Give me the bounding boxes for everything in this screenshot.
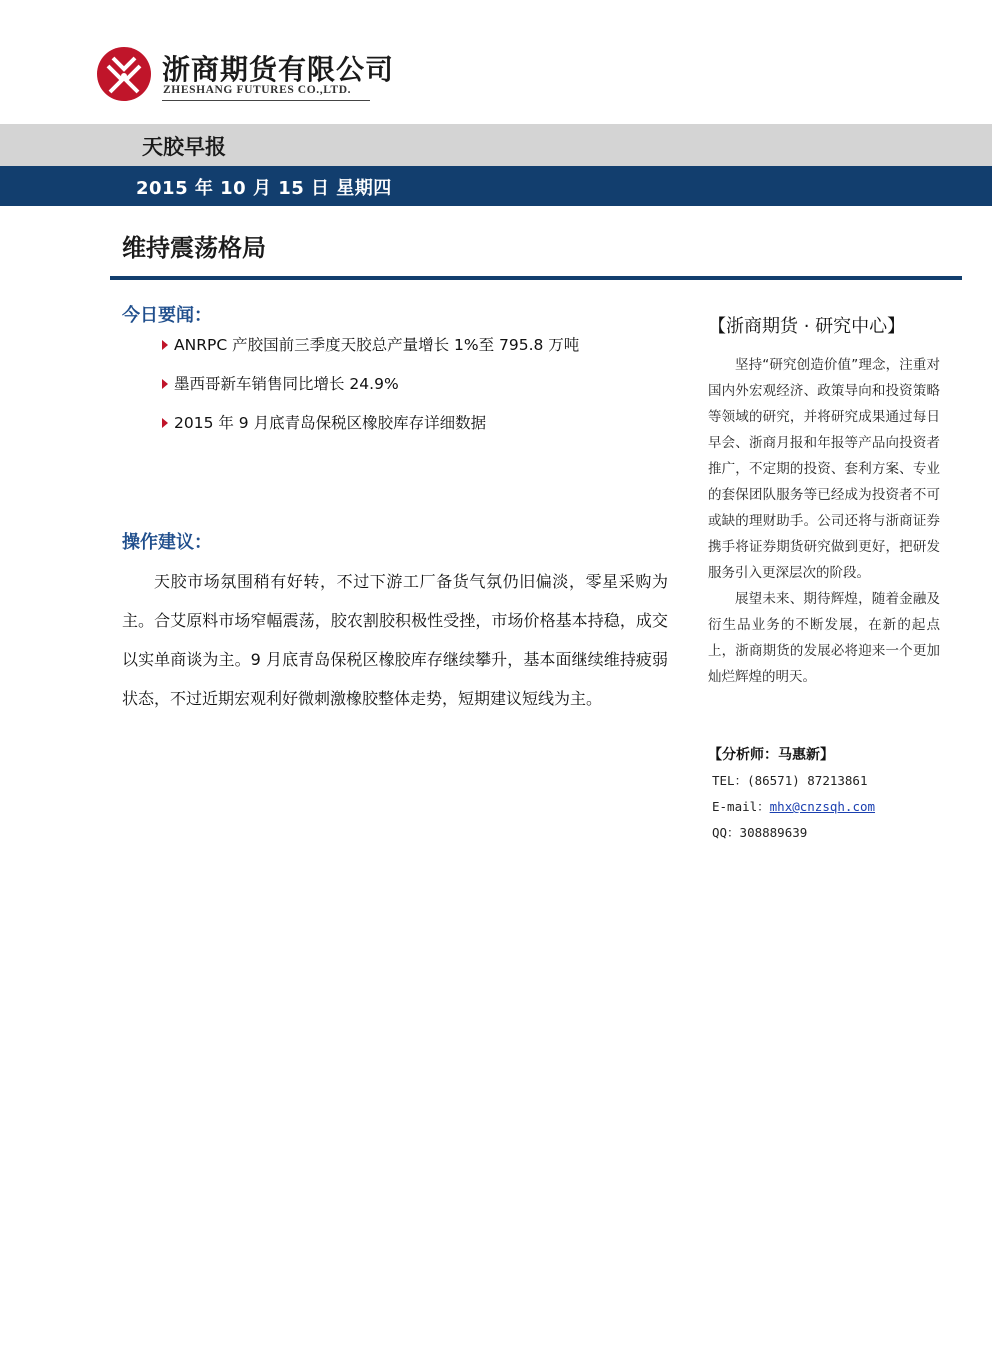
page-title: 维持震荡格局 <box>122 234 266 262</box>
report-date: 2015 年 10 月 15 日 星期四 <box>136 178 392 199</box>
bullet-arrow-icon <box>162 418 168 428</box>
analyst-qq: QQ：308889639 <box>712 825 808 840</box>
email-link[interactable]: mhx@cnzsqh.com <box>769 799 876 814</box>
news-item-text: 2015 年 9 月底青岛保税区橡胶库存详细数据 <box>174 414 487 432</box>
company-name-cn: 浙商期货有限公司 <box>162 53 395 86</box>
sidebar-paragraph: 坚持“研究创造价值”理念，注重对国内外宏观经济、政策导向和投资策略等领域的研究，并将研究成果通过每日早会、浙商月报和年报等产品向投资者推广，不定期的投资、套利方案、专业的套保团队服务等已经成为投资者不可或缺的理财助手。公司还将与浙商证券携手将证券期货研究做到更好，把研发服务引入更深层次的阶段。 <box>708 357 940 581</box>
research-center-description <box>708 352 940 690</box>
email-label: E-mail： <box>712 799 770 814</box>
analyst-email-line <box>712 794 952 820</box>
news-section-label: 今日要闻： <box>122 305 212 326</box>
advice-section-label: 操作建议： <box>122 532 212 553</box>
bullet-arrow-icon <box>162 379 168 389</box>
news-item-text: ANRPC 产胶国前三季度天胶总产量增长 1%至 795.8 万吨 <box>174 336 580 354</box>
news-item <box>162 333 579 357</box>
news-item <box>162 411 486 435</box>
research-center-title: 【浙商期货 · 研究中心】 <box>708 316 906 337</box>
title-divider <box>110 276 962 280</box>
date-band <box>0 166 992 206</box>
logo-divider <box>162 100 370 101</box>
company-logo-icon <box>96 46 152 102</box>
company-name-en: ZHESHANG FUTURES CO.,LTD. <box>163 84 352 96</box>
bullet-arrow-icon <box>162 340 168 350</box>
news-item <box>162 372 399 396</box>
analyst-contact <box>708 742 952 846</box>
analyst-name: 【分析师：马惠新】 <box>708 747 834 763</box>
advice-paragraph: 天胶市场氛围稍有好转，不过下游工厂备货气氛仍旧偏淡，零星采购为主。合艾原料市场窄幅震荡，胶农割胶积极性受挫，市场价格基本持稳，成交以实单商谈为主。9 月底青岛保税区橡胶库存继续攀升，基本面继续维持疲弱状态，不过近期宏观利好微刺激橡胶整体走势，短期建议短线为主。 <box>122 572 668 708</box>
sidebar-paragraph: 展望未来、期待辉煌，随着金融及衍生品业务的不断发展，在新的起点上，浙商期货的发展必将迎来一个更加灿烂辉煌的明天。 <box>708 591 940 685</box>
news-item-text: 墨西哥新车销售同比增长 24.9% <box>174 375 399 393</box>
analyst-tel: TEL：(86571) 87213861 <box>712 773 868 788</box>
company-logo <box>96 46 395 106</box>
report-type-band <box>0 124 992 166</box>
report-type-title: 天胶早报 <box>142 135 226 159</box>
